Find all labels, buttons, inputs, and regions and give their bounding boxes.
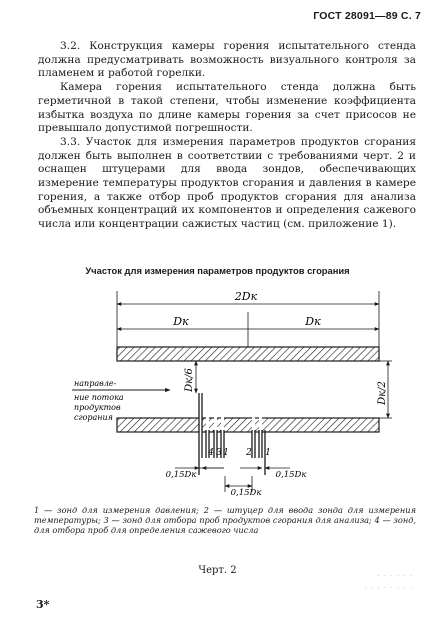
bleed-through-mark: · · · · · · [377, 572, 413, 580]
flow-label [74, 379, 124, 422]
label-dk6: Dк/6 [184, 368, 195, 392]
flow-label-line-3: продуктов [74, 403, 121, 412]
figure-legend: 1 — зонд для измерения давления; 2 — штуцер для ввода зонда для измерения температуры; 3 — зонд для отбора проб продуктов сгорания для анализа; 4 — зонд, для отбора проб для определения сажевого числа [34, 505, 416, 535]
upper-wall-hatched [117, 347, 379, 361]
label-015dk-right: 0,15Dк [275, 470, 307, 480]
probe-number-1a: 1 [223, 448, 229, 458]
paragraph-tightness: Камера горения испытательного стенда должна быть герметичной в такой степени, чтобы изменение коэффициента избытка воздуха по длине камеры горения за счет присосов не превышало допустимой погрешности. [38, 81, 416, 135]
label-015dk-left: 0,15Dк [165, 470, 197, 480]
flow-label-line-1: направле- [74, 379, 117, 388]
flow-label-line-4: сгорания [74, 413, 113, 422]
probe-number-3: 3 [216, 448, 222, 458]
lower-wall-hatched [117, 418, 379, 432]
page-number: 3* [36, 598, 50, 611]
label-015dk-center: 0,15Dк [230, 488, 262, 498]
probe-number-1b: 1 [265, 448, 271, 458]
flow-label-line-2: ние потока [74, 393, 124, 402]
probes [199, 393, 265, 475]
label-dk2: Dк/2 [377, 381, 388, 405]
probe-numbers [207, 448, 271, 458]
paragraph-3-2: 3.2. Конструкция камеры горения испытательного стенда должна предусматривать возможность визуального контроля за пламенем и работой горелки. [38, 40, 416, 80]
label-2dk: 2Dк [234, 290, 258, 303]
label-dk-left: Dк [173, 315, 189, 328]
label-dk-right: Dк [305, 315, 321, 328]
probe-number-2: 2 [246, 448, 252, 458]
figure-title: Участок для измерения параметров продуктов сгорания [85, 265, 350, 276]
page-header: ГОСТ 28091—89 С. 7 [313, 10, 421, 22]
probe-number-4: 4 [208, 448, 214, 458]
paragraph-3-3: 3.3. Участок для измерения параметров продуктов сгорания должен быть выполнен в соответствии с требованиями черт. 2 и оснащен штуцерами для ввода зондов, обеспечивающих измерение температуры продуктов сгорания и давления в камере горения, а также отбор проб продуктов сгорания для анализа объемных концентраций их компонентов и определения сажевого числа или концентрации сажистых частиц (см. приложение 1). [38, 135, 416, 231]
bleed-through-mark: · · · · · · · · [364, 584, 413, 592]
figure-caption: Черт. 2 [198, 565, 237, 576]
